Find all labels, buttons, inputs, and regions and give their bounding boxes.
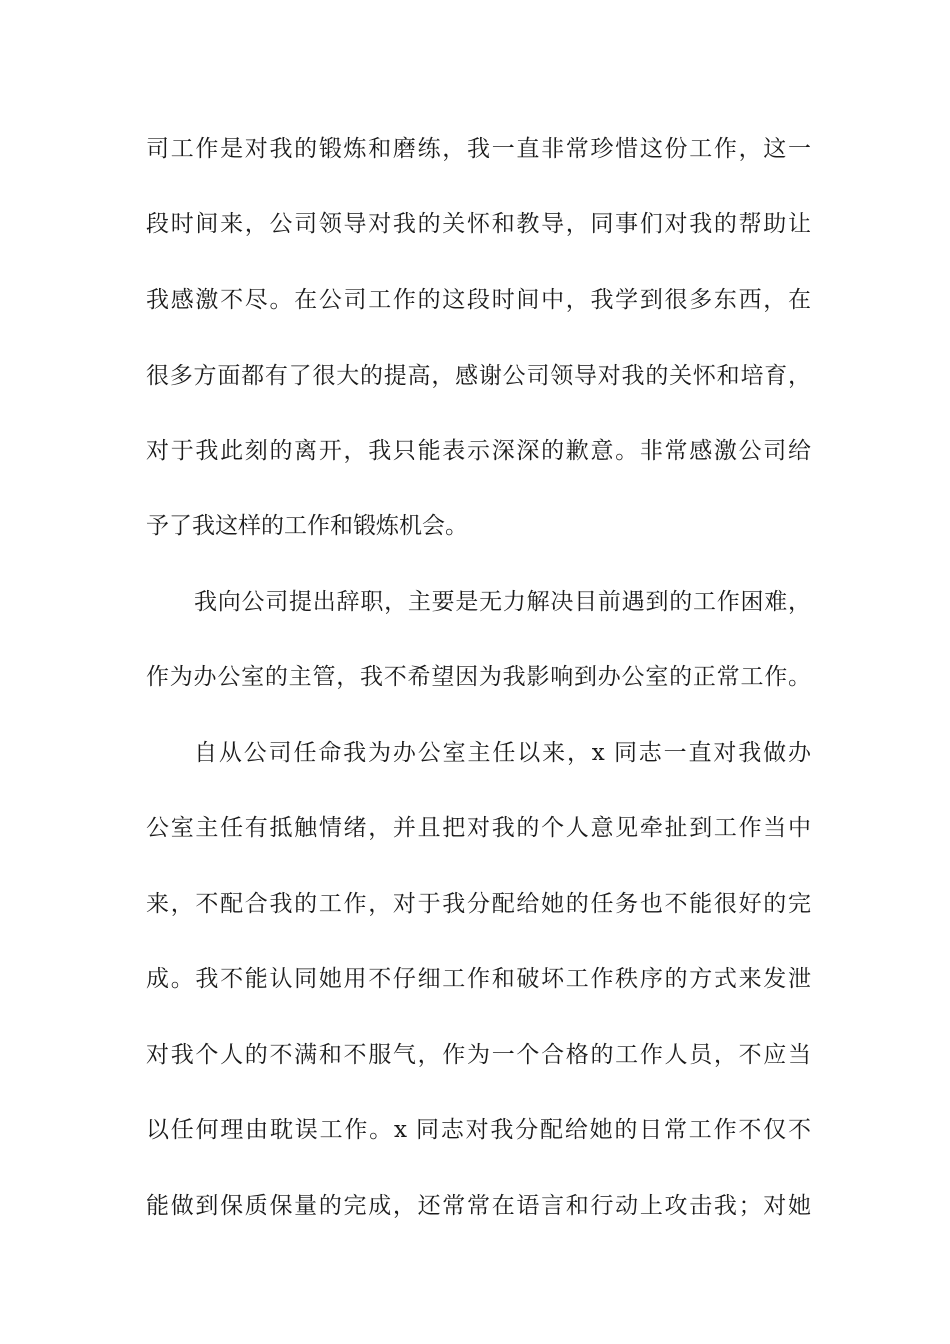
paragraph-first-line: 我向公司提出辞职，主要是无力解决目前遇到的工作困难，	[194, 589, 811, 615]
text-line: 来，不配合我的工作，对于我分配给她的任务也不能很好的完	[146, 891, 811, 917]
text-line: 公室主任有抵触情绪，并且把对我的个人意见牵扯到工作当中	[146, 815, 811, 841]
text-line: 司工作是对我的锻炼和磨练，我一直非常珍惜这份工作，这一	[146, 136, 811, 162]
paragraph-first-line: 自从公司任命我为办公室主任以来，x 同志一直对我做办	[194, 740, 811, 766]
text-line: 我感激不尽。在公司工作的这段时间中，我学到很多东西，在	[146, 287, 811, 313]
text-line: 作为办公室的主管，我不希望因为我影响到办公室的正常工作。	[146, 664, 811, 690]
text-line: 很多方面都有了很大的提高，感谢公司领导对我的关怀和培育，	[146, 363, 811, 389]
text-line: 对我个人的不满和不服气，作为一个合格的工作人员，不应当	[146, 1042, 811, 1068]
text-line: 能做到保质保量的完成，还常常在语言和行动上攻击我；对她	[146, 1193, 811, 1219]
text-line: 对于我此刻的离开，我只能表示深深的歉意。非常感激公司给	[146, 438, 811, 464]
text-line: 以任何理由耽误工作。x 同志对我分配给她的日常工作不仅不	[146, 1117, 811, 1143]
text-line: 成。我不能认同她用不仔细工作和破坏工作秩序的方式来发泄	[146, 966, 811, 992]
text-line: 段时间来，公司领导对我的关怀和教导，同事们对我的帮助让	[146, 211, 811, 237]
text-line: 予了我这样的工作和锻炼机会。	[146, 513, 468, 539]
